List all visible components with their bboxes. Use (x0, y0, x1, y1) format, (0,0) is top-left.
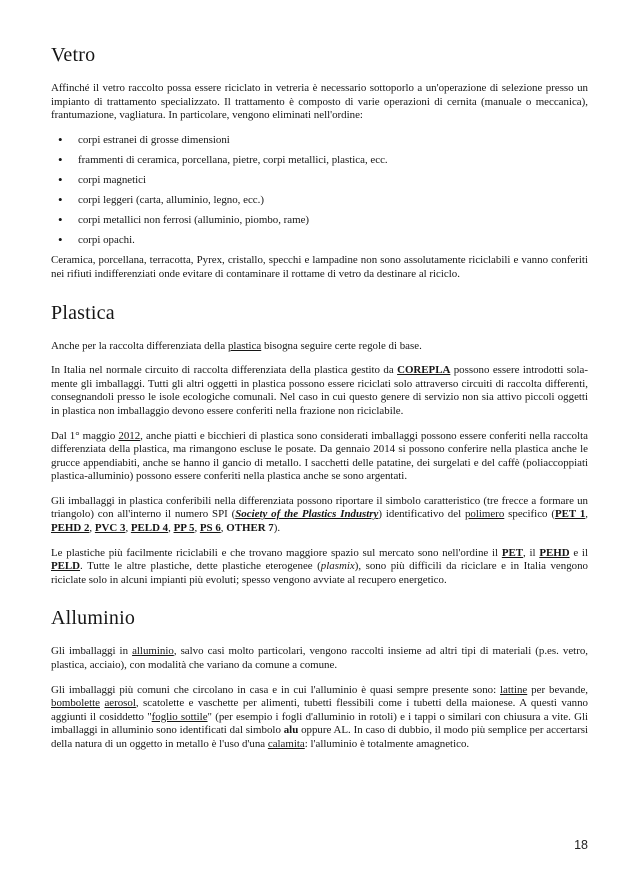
peld-link[interactable]: PELD (51, 560, 81, 573)
text-run: ). (273, 522, 281, 535)
text-run: , salvo casi molto particolari, vengono raccolti insieme ad altri tipi di materiali (p.es. vetro, plastica, acciaio), con modalità che variano da comune a comune. (51, 645, 588, 672)
pet-1-link[interactable]: PET 1 (554, 508, 586, 521)
text-run: : l'alluminio è totalmente amagnetico. (304, 738, 470, 750)
text-run: . Tutte le altre plastiche, dette plastiche eterogenee ( (80, 560, 321, 573)
paragraph (51, 684, 588, 752)
foglio-sottile-link[interactable]: foglio sottile (151, 710, 208, 723)
alluminio-link[interactable]: alluminio (132, 645, 174, 658)
text-run: , (194, 522, 200, 535)
paragraph (51, 547, 588, 588)
text-run: Ceramica, porcellana, terracotta, Pyrex, cristallo, specchi e lampadine non sono assolutamente riciclabili e vanno conferiti nei rifiuti indifferenziati onde evitare di contaminare il rottame di vetro da destinare al riciclo. (51, 254, 588, 280)
text-run: Gli imballaggi in plastica conferibili nella differenziata possono riportare il simbolo caratteristico (tre frecce a formare un triangolo) con all'interno il numero SPI ( (51, 494, 588, 521)
text-run: , (585, 508, 588, 521)
text-run: possono essere introdotti solamente gli imballaggi. Tutti gli altri oggetti in plastica possono essere riciclati solo attraverso circuiti di raccolta differenti, consegnandoli presso le isole ecologiche comunali. Nel caso in cui questo genere di servizio non sia attivo piccoli oggetti in plastica non imballaggio devono essere conferiti nella frazione non riciclabile. (51, 364, 588, 417)
aerosol-link[interactable]: aerosol (104, 697, 136, 710)
text-run: In Italia nel normale circuito di raccolta differenziata della plastica gestito da (51, 364, 398, 377)
bullet-list (51, 134, 588, 248)
text-run: oppure AL. In caso di dubbio, il modo più semplice per accertarsi della natura di un oggetto in metallo è l'uso d'una (51, 724, 588, 750)
text-run: " (per esempio i fogli d'alluminio in rotoli) e i tappi o similari con chiusura a vite. Gli imballaggi in alluminio sono identificati dal simbolo (51, 710, 588, 737)
text-run: Gli imballaggi più comuni che circolano in casa e in cui l'alluminio è quasi sempre presente sono: (51, 683, 501, 696)
list-item: • corpi estranei di grosse dimensioni (78, 134, 588, 148)
section-heading-vetro: Vetro (51, 44, 96, 66)
text-run: Gli imballaggi in (51, 645, 133, 658)
paragraph (51, 254, 588, 281)
list-item: • corpi metallici non ferrosi (alluminio, piombo, rame) (78, 214, 588, 228)
corepla-link[interactable]: COREPLA (397, 364, 451, 377)
text-run: Le plastiche più facilmente riciclabili e che trovano maggiore spazio sul mercato sono nell'ordine il (51, 546, 502, 559)
section-heading-alluminio: Alluminio (51, 607, 136, 630)
pvc-3-link[interactable]: PVC 3 (94, 522, 126, 535)
section-heading-plastica: Plastica (51, 301, 115, 324)
text-run: alu (283, 724, 299, 737)
text-run: , (125, 522, 131, 535)
paragraph (51, 645, 588, 672)
text-run: , (168, 522, 174, 535)
text-run: Anche per la raccolta differenziata della (51, 339, 228, 352)
list-item: • corpi leggeri (carta, alluminio, legno, ecc.) (78, 194, 588, 208)
pet-link[interactable]: PET (501, 546, 524, 559)
page-number: 18 (574, 838, 588, 852)
plastica-link[interactable]: plastica (227, 339, 262, 352)
paragraph (51, 340, 588, 354)
text-run: , (89, 522, 95, 535)
bombolette-link[interactable]: bombolette (51, 697, 100, 710)
text-run: , il (523, 546, 540, 559)
text-run: specifico ( (504, 508, 555, 521)
pehd-2-link[interactable]: PEHD 2 (51, 522, 90, 535)
paragraph (51, 364, 588, 418)
list-item: • corpi opachi. (78, 234, 588, 248)
year-2012-link[interactable]: 2012 (118, 429, 141, 442)
polimero-link[interactable]: polimero (464, 508, 505, 521)
text-run: Dal 1° maggio (51, 429, 119, 442)
text-run: , scatolette e vaschette per alimenti, tubetti flessibili come i tubetti della maionese. A questi vanno aggiunti il cosiddetto " (51, 697, 588, 723)
text-run: bisogna seguire certe regole di base. (261, 339, 422, 352)
text-run: , (220, 522, 227, 535)
text-run: plasmix (320, 560, 355, 573)
pehd-link[interactable]: PEHD (539, 546, 570, 559)
lattine-link[interactable]: lattine (500, 683, 528, 696)
text-run: e il (569, 546, 588, 559)
text-run: per bevande, (527, 683, 588, 696)
list-item: • frammenti di ceramica, porcellana, pietre, corpi metallici, plastica, ecc. (78, 154, 588, 168)
text-run: Affinché il vetro raccolto possa essere riciclato in vetreria è necessario sottoporlo a un'operazione di selezione presso un impianto di trattamento specializzato. Il trattamento è composto di varie operazioni di cernita (manuale o meccanica), frantumazione, vagliatura. In particolare, vengono eliminati nell'ordine: (51, 82, 588, 122)
paragraph (51, 82, 588, 123)
paragraph (51, 430, 588, 484)
text-run: ), sono più difficili da riciclare e in Italia vengono riciclate solo in alcuni impianti più evoluti; spesso vengono avviate al recupero energetico. (51, 560, 588, 586)
calamita-link[interactable]: calamita (267, 738, 305, 750)
list-item: • corpi magnetici (78, 174, 588, 188)
text-run: ) identificativo del (378, 508, 465, 521)
ps-6-link[interactable]: PS 6 (199, 522, 221, 535)
pp-5-link[interactable]: PP 5 (173, 522, 195, 535)
text-run: OTHER 7 (226, 522, 274, 535)
document-content (51, 44, 588, 763)
society-of-the-plastics-industry-link[interactable]: Society of the Plastics Industry (235, 508, 379, 521)
peld-4-link[interactable]: PELD 4 (130, 522, 169, 535)
paragraph (51, 495, 588, 536)
text-run: , anche piatti e bicchieri di plastica sono considerati imballaggi possono essere conferiti nella raccolta differenziata della plastica, ma rimangono escluse le posate. Da gennaio 2014 si possono conferire nella plastica anche le grucce appendiabiti, anche se hanno il gancio di metallo. I sacchetti delle patatine, dei surgelati e del caffè (poliaccoppiati plastica-alluminio) possono essere conferiti nella plastica anche se sono argentati. (51, 429, 588, 483)
